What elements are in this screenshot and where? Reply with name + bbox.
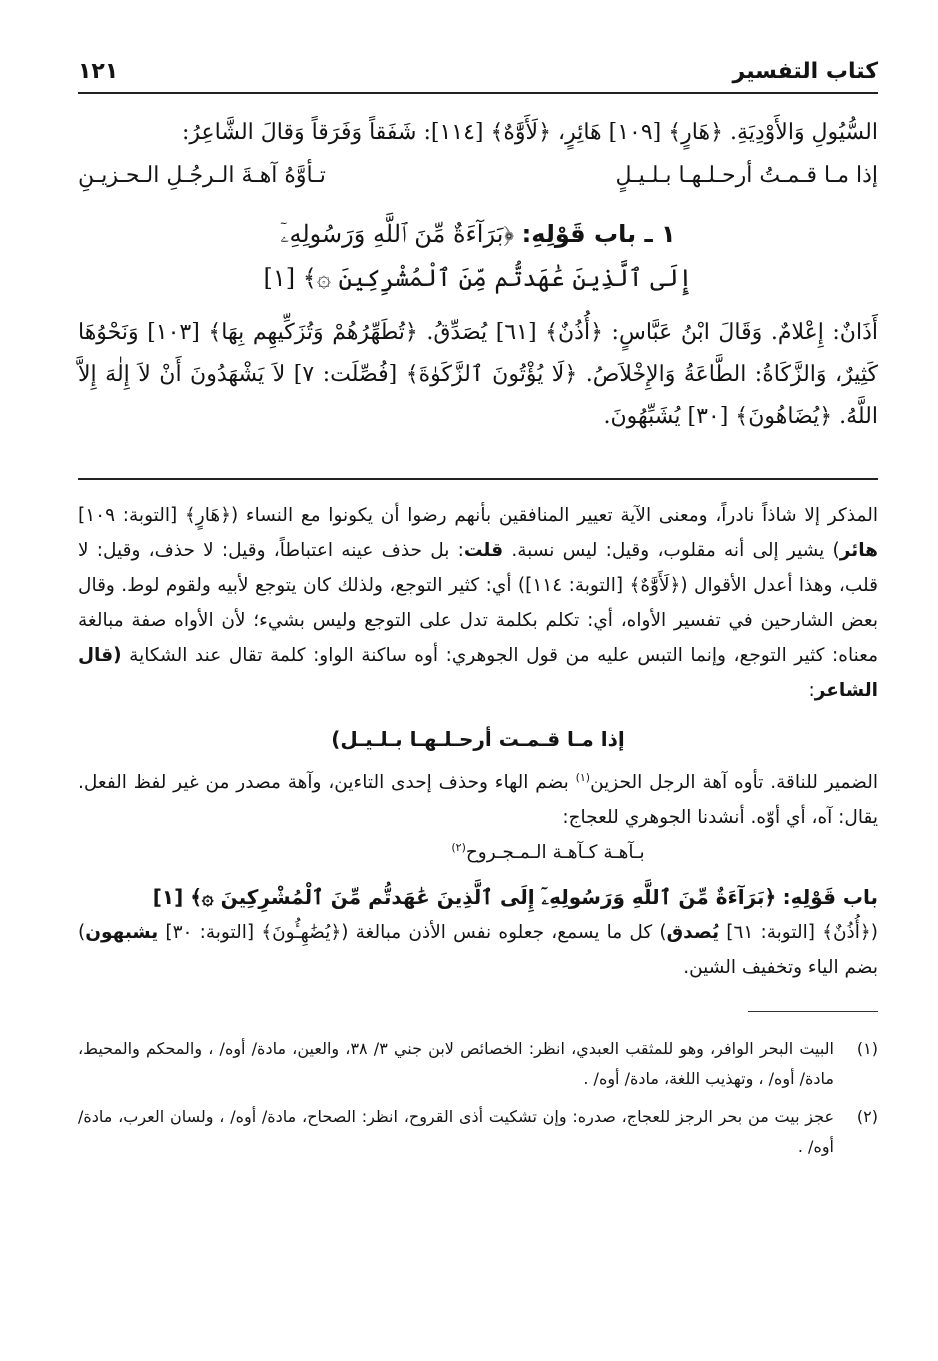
- commentary-term: هائر: [839, 540, 878, 561]
- commentary-verse: إذا مـا قـمـت أرحـلـهـا بـلـيـل): [331, 727, 625, 751]
- commentary-paragraph-3: [78, 915, 878, 985]
- page-body: [78, 52, 878, 1170]
- commentary-text: ) يشير إلى أنه مقلوب، وقيل: ليس نسبة.: [511, 540, 840, 561]
- commentary-text: ) بضم الياء وتخفيف الشين.: [78, 922, 878, 978]
- chapter-heading-label: ١ ـ باب قَوْلِهِ:: [521, 220, 676, 248]
- main-line-1: السُّيُولِ وَالأَوْدِيَةِ. ﴿هَارٍ﴾ [١٠٩] هَائِرٍ، ﴿لَأَوَّٰهٌ﴾ [١١٤]: شَفَقاً وَفَرَقاً وَقالَ الشَّاعِرُ:: [181, 120, 878, 145]
- footnote-2: [78, 1102, 878, 1162]
- poem-verse: [78, 154, 878, 198]
- footnote-divider: [748, 1011, 878, 1012]
- commentary-text: المذكر إلا شاذاً نادراً، ومعنى الآية تعيير المنافقين بأنهم رضوا أن يكونوا مع النساء (﴿هَارٍ﴾ [التوبة: ١٠٩]: [78, 505, 878, 526]
- verse-first-hemistich: إذا مـا قـمـتُ أرحـلـهـا بـلـيـلٍ: [615, 163, 878, 188]
- commentary-term: يُصدق: [666, 922, 720, 943]
- commentary-term: يشبهون: [85, 922, 159, 943]
- commentary-text: : بل حذف عينه اعتباطاً، وقيل: لا حذف، وقيل: لا قلب، وهذا أعدل الأقوال (﴿لَأَوَّٰهٌ﴾ [التوبة: ١١٤]) أي: كثير التوجع، ولذلك كان يتوجع لأبيه ولقوم لوط. وقال بعض الشارحين في تفسير الأواه، أي: تكلم بكلمة تدل على التوجع وليس بشيء؛ لأن الأواه صفة مبالغة معناه: كثير التوجع، وإنما التبس عليه من قول الجوهري: أوه ساكنة الواو: كلمة تقال عند الشكاية: [78, 540, 878, 666]
- chapter-verse: ﴿بَرَآءَةٌ مِّنَ ٱللَّهِ وَرَسُولِهِۦٓ إِلَى ٱلَّذِينَ عَٰهَدتُّم مِّنَ ٱلْمُشْرِكِينَ ۞﴾ [١]: [152, 885, 777, 909]
- commentary-term: قلت: [463, 540, 504, 561]
- commentary-verse-2: [78, 835, 878, 870]
- commentary-term: (قال الشاعر: [78, 645, 878, 701]
- footnote-number: (٢): [856, 1107, 878, 1126]
- commentary: [78, 498, 878, 985]
- chapter-heading-verse-1: ﴿بَرَآءَةٌ مِّنَ ٱللَّهِ وَرَسُولِهِۦٓ: [280, 220, 515, 248]
- chapter-heading: [78, 212, 878, 300]
- commentary-chapter-heading: [78, 880, 878, 915]
- commentary-paragraph-1: [78, 498, 878, 708]
- footnote-number: (١): [856, 1039, 878, 1058]
- commentary-paragraph-2: [78, 765, 878, 835]
- book-title: كتاب التفسير: [732, 59, 878, 84]
- chapter-heading-verse-2: إِلَى ٱلَّذِينَ عَٰهَدتُّم مِّنَ ٱلْمُشْرِكِينَ ۞﴾ [١]: [263, 264, 693, 292]
- footnote-ref-1[interactable]: (١): [575, 770, 591, 784]
- page-number: ١٢١: [78, 59, 119, 84]
- verse-text: بـآهـة كـآهـة الـمـجـروح: [465, 842, 645, 863]
- footnote-ref-2[interactable]: (٢): [451, 840, 466, 854]
- running-header: [78, 52, 878, 94]
- commentary-text: :: [808, 680, 815, 701]
- footnote-1: [78, 1034, 878, 1094]
- verse-second-hemistich: تـأوَّهُ آهـةَ الـرجُـلِ الـحـزيـنِ: [78, 163, 326, 188]
- main-paragraph: أَذَانٌ: إِعْلامٌ. وَقَالَ ابْنُ عَبَّاسٍ: ﴿أُذُنٌ﴾ [٦١] يُصَدِّقُ. ﴿تُطَهِّرُهُمْ وَتُزَكِّيهِم بِهَا﴾ [١٠٣] وَنَحْوُهَا كَثِيرٌ، وَالزَّكَاةُ: الطَّاعَةُ وَالإِخْلاَصُ. ﴿لَا يُؤْتُونَ ٱلزَّكَوٰةَ﴾ [فُصِّلَت: ٧] لاَ يَشْهَدُونَ أَنْ لاَ إِلٰهَ إِلاَّ اللَّهُ. ﴿يُضَاهُونَ﴾ [٣٠] يُشَبِّهُونَ.: [78, 320, 878, 429]
- commentary-text: (﴿أُذُنٌ﴾ [التوبة: ٦١]: [726, 922, 878, 943]
- commentary-text: ) كل ما يسمع، جعلوه نفس الأذن مبالغة (﴿يُضَٰهِـُٔونَ﴾ [التوبة: ٣٠]: [165, 922, 667, 943]
- chapter-label: باب قَوْلِهِ:: [782, 885, 878, 909]
- footnotes: [78, 1034, 878, 1162]
- footnote-text: البيت البحر الوافر، وهو للمثقب العبدي، انظر: الخصائص لابن جني ٣/ ٣٨، والعين، مادة/ أوه/ ، والمحكم والمحيط، مادة/ أوه/ ، وتهذيب اللغة، مادة/ أوه/ .: [78, 1039, 835, 1088]
- commentary-text: بضم الهاء وحذف إحدى التاءين، وآهة مصدر من غير لفظ الفعل. يقال: آه، أي أوّه. أنشدنا الجوهري للعجاج:: [78, 772, 878, 828]
- footnote-text: عجز بيت من بحر الرجز للعجاج، صدره: وإن تشكيت أذى القروح، انظر: الصحاح، مادة/ أوه/ ، ولسان العرب، مادة/ أوه/ .: [78, 1107, 834, 1156]
- main-text: [78, 112, 878, 438]
- section-divider: [78, 478, 878, 480]
- commentary-text: الضمير للناقة. تأوه آهة الرجل الحزين: [590, 772, 878, 793]
